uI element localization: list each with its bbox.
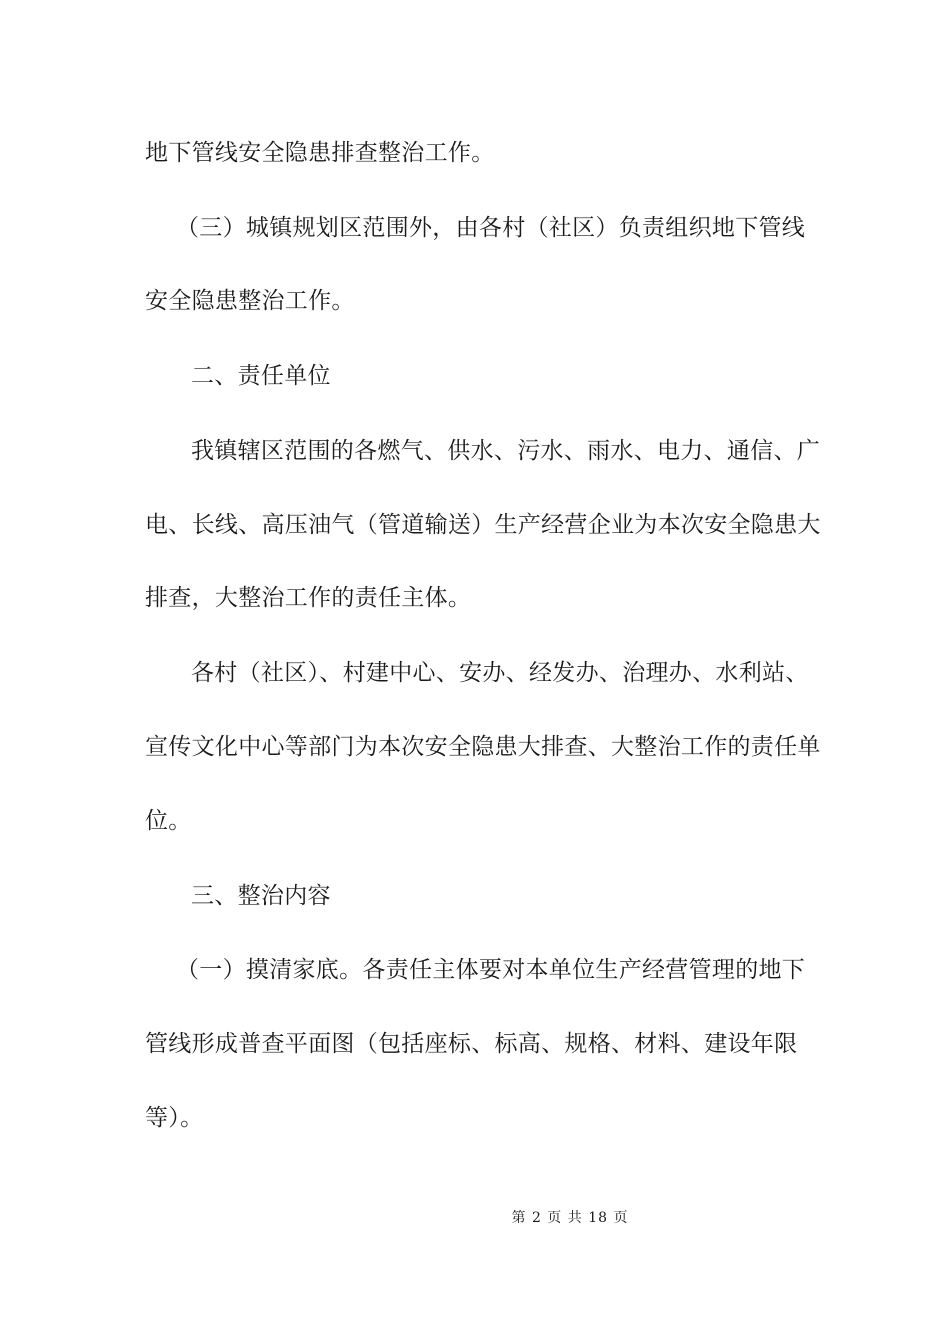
text-line-7: 排查，大整治工作的责任主体。	[145, 585, 472, 611]
section-heading-3: 三、整治内容	[191, 883, 331, 909]
text-line-13: 管线形成普查平面图（包括座标、标高、规格、材料、建设年限	[145, 1031, 798, 1057]
text-line-6: 电、长线、高压油气（管道输送）生产经营企业为本次安全隐患大	[145, 512, 821, 538]
section-heading-2: 二、责任单位	[191, 363, 331, 389]
text-line-5: 我镇辖区范围的各燃气、供水、污水、雨水、电力、通信、广	[191, 438, 821, 464]
text-line-12: （一）摸清家底。各责任主体要对本单位生产经营管理的地下	[176, 957, 806, 983]
text-line-9: 宣传文化中心等部门为本次安全隐患大排查、大整治工作的责任单	[145, 734, 821, 760]
text-line-1: 地下管线安全隐患排查整治工作。	[145, 140, 495, 166]
page-footer: 第 2 页 共 18 页	[511, 1210, 629, 1226]
text-line-10: 位。	[145, 808, 192, 834]
text-line-2: （三）城镇规划区范围外，由各村（社区）负责组织地下管线	[176, 215, 806, 241]
text-line-8: 各村（社区）、村建中心、安办、经发办、治理办、水利站、	[191, 660, 809, 686]
text-line-3: 安全隐患整治工作。	[145, 288, 355, 314]
text-line-14: 等）。	[145, 1105, 204, 1131]
